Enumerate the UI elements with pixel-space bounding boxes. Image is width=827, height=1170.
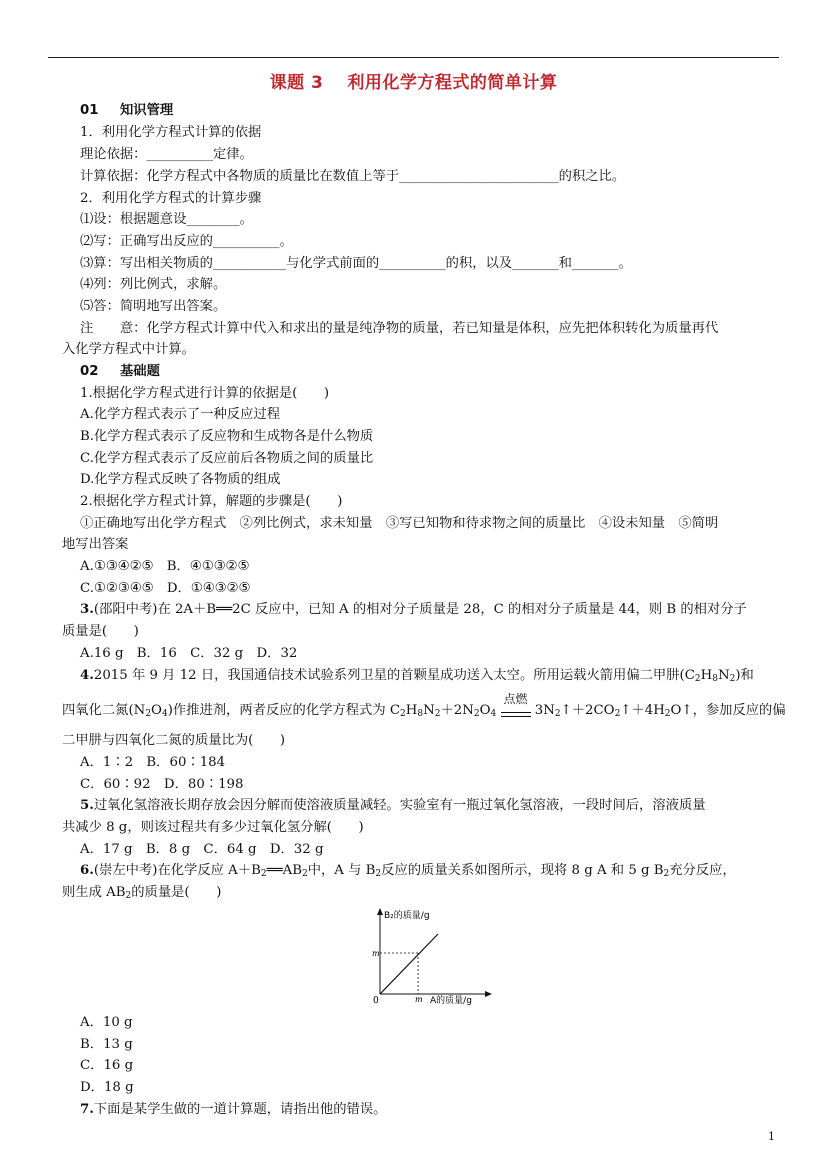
knowledge-line: 理论依据：__________定律。 [80,147,253,162]
knowledge-line: 2．利用化学方程式的计算步骤 [80,191,262,206]
knowledge-line: ⑵写：正确写出反应的__________。 [80,234,293,249]
mass-relation-svg [360,906,500,1006]
lesson-title: 利用化学方程式的简单计算 [347,73,558,93]
section-heading-knowledge: 01 知识管理 [80,103,174,118]
question-5-options: A．17 g B．8 g C．64 g D．32 g [80,842,324,857]
question-3-stem: 质量是( ) [62,624,139,639]
question-1-option-a: A.化学方程式表示了一种反应过程 [80,407,280,422]
question-4-equation: 四氧化二氮$(N_2O_4)$作推进剂，两者反应的化学方程式为 $C_2H_8N_2+2N_2O_4$ 点燃 $3N_2↑+2CO_2↑+4H_2O↑$，参加反应的偏 [62,692,786,719]
knowledge-line: 1．利用化学方程式计算的依据 [80,125,262,140]
question-1-option-c: C.化学方程式表示了反应前后各物质之间的质量比 [80,451,374,466]
x-axis-label: A的质量/g [430,996,472,1006]
knowledge-line: ⑶算：写出相关物质的___________与化学式前面的__________的积，以及_______和_______。 [80,256,632,271]
question-4-options: C．60∶92 D．80∶198 [80,777,244,792]
x-axis-arrow [485,991,492,997]
question-4-options: A．1∶2 B．60∶184 [80,755,226,770]
question-5-stem: 5.过氧化氢溶液长期存放会因分解而使溶液质量减轻。实验室有一瓶过氧化氢溶液，一段时间后，溶液质量 [80,798,706,813]
knowledge-note: 注 意：化学方程式计算中代入和求出的量是纯净物的质量，若已知量是体积，应先把体积转化为质量再代 [80,321,719,336]
question-1-option-d: D.化学方程式反映了各物质的组成 [80,472,281,487]
question-2-stem: 2.根据化学方程式计算，解题的步骤是( ) [80,494,343,509]
y-axis-arrow [377,908,383,915]
question-3-stem: 3.(邵阳中考)在 2A＋B══2C 反应中，已知 A 的相对分子质量是 28，C 的相对分子质量是 44，则 B 的相对分子 [80,602,747,617]
mass-line [380,934,438,994]
question-2-options: C.①②③④⑤ D．①④③②⑤ [80,581,251,596]
question-6-option-a: A．10 g [80,1015,133,1030]
y-tick-m: m [372,949,380,958]
page-number: 1 [768,1130,775,1143]
question-6-stem: 则生成 $AB_2$的质量是( ) [62,885,222,901]
question-1-stem: 1.根据化学方程式进行计算的依据是( ) [80,386,330,401]
reaction-condition: 点燃 [501,706,531,717]
mass-relation-graph [360,906,500,1006]
question-1-option-b: B.化学方程式表示了反应物和生成物各是什么物质 [80,429,374,444]
question-4-stem: 4.2015 年 9 月 12 日，我国通信技术试验系列卫星的首颗星成功送入太空。所用运载火箭用偏二甲肼$(C_2H_8N_2)$和 [80,668,754,684]
question-6-option-c: C．16 g [80,1058,134,1073]
question-5-stem: 共减少 8 g，则该过程共有多少过氧化氢分解( ) [62,820,364,835]
origin-label: 0 [373,996,379,1006]
knowledge-line: ⑸答：简明地写出答案。 [80,299,227,314]
section-heading-basic: 02 基础题 [80,364,160,379]
knowledge-line: ⑴设：根据题意设________。 [80,212,253,227]
question-7-stem: 7.下面是某学生做的一道计算题，请指出他的错误。 [80,1102,387,1117]
knowledge-line: 计算依据：化学方程式中各物质的质量比在数值上等于________________________的积之比。 [80,169,626,184]
question-6-option-b: B．13 g [80,1037,133,1052]
question-2-steps: 地写出答案 [62,537,129,552]
x-tick-m: m [415,995,423,1004]
question-6-option-d: D．18 g [80,1080,134,1095]
question-3-options: A.16 g B．16 C．32 g D．32 [80,646,298,661]
question-4-stem: 二甲肼与四氧化二氮的质量比为( ) [62,733,286,748]
question-2-options: A.①③④②⑤ B．④①③②⑤ [80,559,250,574]
lesson-number: 课题 3 [269,73,324,93]
knowledge-line: ⑷列：列比例式，求解。 [80,277,227,292]
y-axis-label: B₂的质量/g [384,911,430,921]
question-2-steps: ①正确地写出化学方程式 ②列比例式，求未知量 ③写已知物和待求物之间的质量比 ④设未知量 ⑤简明 [80,516,719,531]
knowledge-note: 入化学方程式中计算。 [62,342,195,357]
question-6-stem: 6.(崇左中考)在化学反应 $A+B_2══AB_2$中，A 与 $B_2$反应的质量关系如图所示，现将 8 g A 和 5 g $B_2$充分反应， [80,863,736,879]
